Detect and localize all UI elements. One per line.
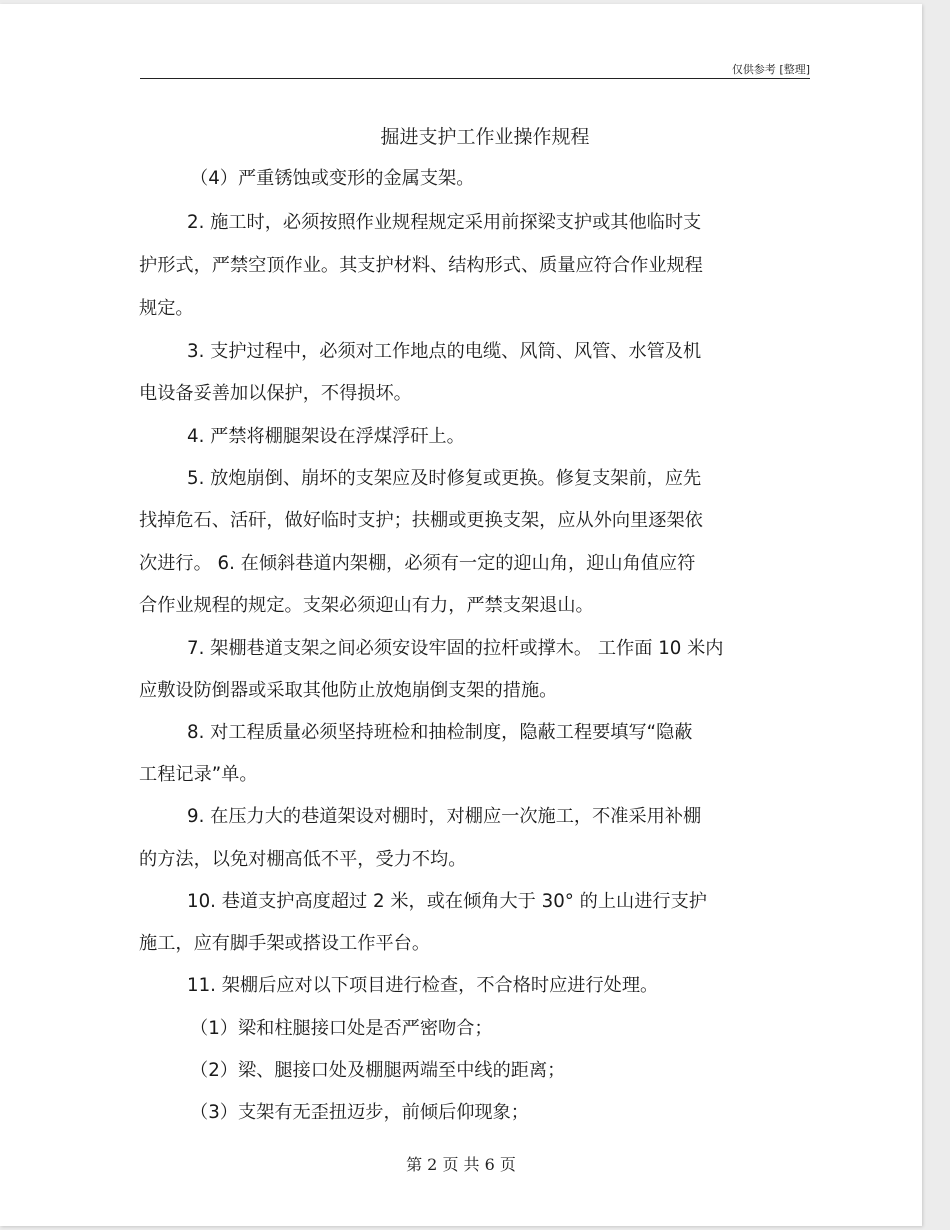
body-line: （3）支架有无歪扭迈步，前倾后仰现象； <box>190 1102 529 1123</box>
body-line: 电设备妥善加以保护，不得损坏。 <box>139 383 412 404</box>
document-title: 掘进支护工作业操作规程 <box>380 126 590 148</box>
body-line: 应敷设防倒器或采取其他防止放炮崩倒支架的措施。 <box>139 680 558 701</box>
header-divider <box>140 78 810 79</box>
page-number-footer: 第 2 页 共 6 页 <box>406 1155 516 1174</box>
body-line: 7. 架棚巷道支架之间必须安设牢固的拉杆或撑木。 工作面 10 米内 <box>187 638 724 659</box>
body-line: （2）梁、腿接口处及棚腿两端至中线的距离； <box>190 1060 566 1081</box>
body-line: 2. 施工时，必须按照作业规程规定采用前探梁支护或其他临时支 <box>187 212 702 233</box>
body-line: 11. 架棚后应对以下项目进行检查，不合格时应进行处理。 <box>187 975 659 996</box>
body-line: 护形式，严禁空顶作业。其支护材料、结构形式、质量应符合作业规程 <box>139 255 703 276</box>
body-line: 施工，应有脚手架或搭设工作平台。 <box>139 933 431 954</box>
body-line: 10. 巷道支护高度超过 2 米，或在倾角大于 30° 的上山进行支护 <box>187 891 707 912</box>
body-line: 工程记录”单。 <box>139 764 258 785</box>
body-line: （1）梁和柱腿接口处是否严密吻合； <box>190 1018 493 1039</box>
body-line: 次进行。 6. 在倾斜巷道内架棚，必须有一定的迎山角，迎山角值应符 <box>139 553 696 574</box>
body-line: 规定。 <box>139 298 194 319</box>
body-line: （4）严重锈蚀或变形的金属支架。 <box>190 168 475 189</box>
body-line: 9. 在压力大的巷道架设对棚时，对棚应一次施工，不准采用补棚 <box>187 806 702 827</box>
body-line: 的方法，以免对棚高低不平，受力不均。 <box>139 849 467 870</box>
header-note: 仅供参考 [整理] <box>731 63 810 76</box>
body-line: 合作业规程的规定。支架必须迎山有力，严禁支架退山。 <box>139 595 594 616</box>
body-line: 8. 对工程质量必须坚持班检和抽检制度，隐蔽工程要填写“隐蔽 <box>187 722 693 743</box>
body-line: 3. 支护过程中，必须对工作地点的电缆、风筒、风管、水管及机 <box>187 341 702 362</box>
document-page <box>0 4 922 1226</box>
body-line: 找掉危石、活矸，做好临时支护；扶棚或更换支架，应从外向里逐架依 <box>139 510 703 531</box>
body-line: 5. 放炮崩倒、崩坏的支架应及时修复或更换。修复支架前，应先 <box>187 468 702 489</box>
body-line: 4. 严禁将棚腿架设在浮煤浮矸上。 <box>187 426 465 447</box>
